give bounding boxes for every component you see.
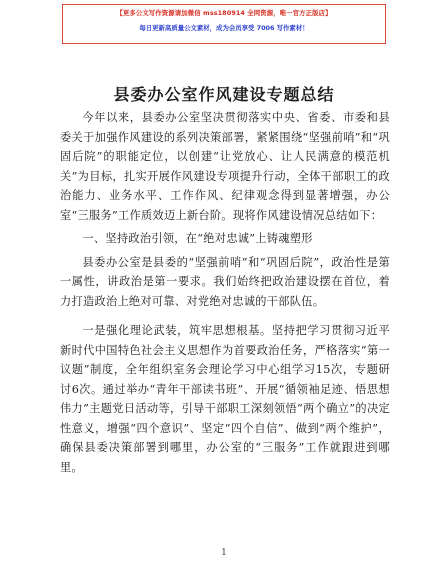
page-number: 1 <box>221 548 227 558</box>
section-paragraph: 县委办公室是县委的“坚强前哨”和“巩固后院”，政治性是第一属性，讲政治是第一要求。我们始终把政治建设摆在首位，着力打造政治上绝对可靠、对党绝对忠诚的干部队伍。 <box>60 255 390 308</box>
banner-promo-line: 【更多公文写作资源请加微信 mss180914 全网资源，唯一官方正版店】 <box>116 9 332 17</box>
banner-update-line: 每日更新高质量公文素材，成为会员享受 7006 写作素材！ <box>139 24 309 32</box>
section-heading: 一、坚持政治引领，在“绝对忠诚”上铸魂塑形 <box>82 232 313 245</box>
document-title: 县委办公室作风建设专题总结 <box>113 85 335 104</box>
section-paragraph: 一是强化理论武装，筑牢思想根基。坚持把学习贯彻习近平新时代中国特色社会主义思想作为首要政治任务，严格落实“第一议题”制度，全年组织室务会理论学习中心组学习15次，专题研讨6次。通过举办“青年干部读书班”、开展“循领袖足迹、悟思想伟力”主题党日活动等，引导干部职工深刻领悟“两个确立”的决定性意义，增强“四个意识”、坚定“四个自信”、做到“两个维护”，确保县委决策部署到哪里，办公室的“三服务”工作就跟进到哪里。 <box>60 324 390 474</box>
header-banner <box>62 4 386 44</box>
intro-paragraph: 今年以来，县委办公室坚决贯彻落实中央、省委、市委和县委关于加强作风建设的系列决策部署，紧紧围绕“坚强前哨”和“巩固后院”的职能定位，以创建“让党放心、让人民满意的模范机关”为目标，扎实开展作风建设专项提升行动，全体干部职工的政治能力、业务水平、工作作风、纪律观念得到显著增强，办公室“三服务”工作质效迈上新台阶。现将作风建设情况总结如下： <box>60 111 390 222</box>
document-body <box>60 108 390 477</box>
